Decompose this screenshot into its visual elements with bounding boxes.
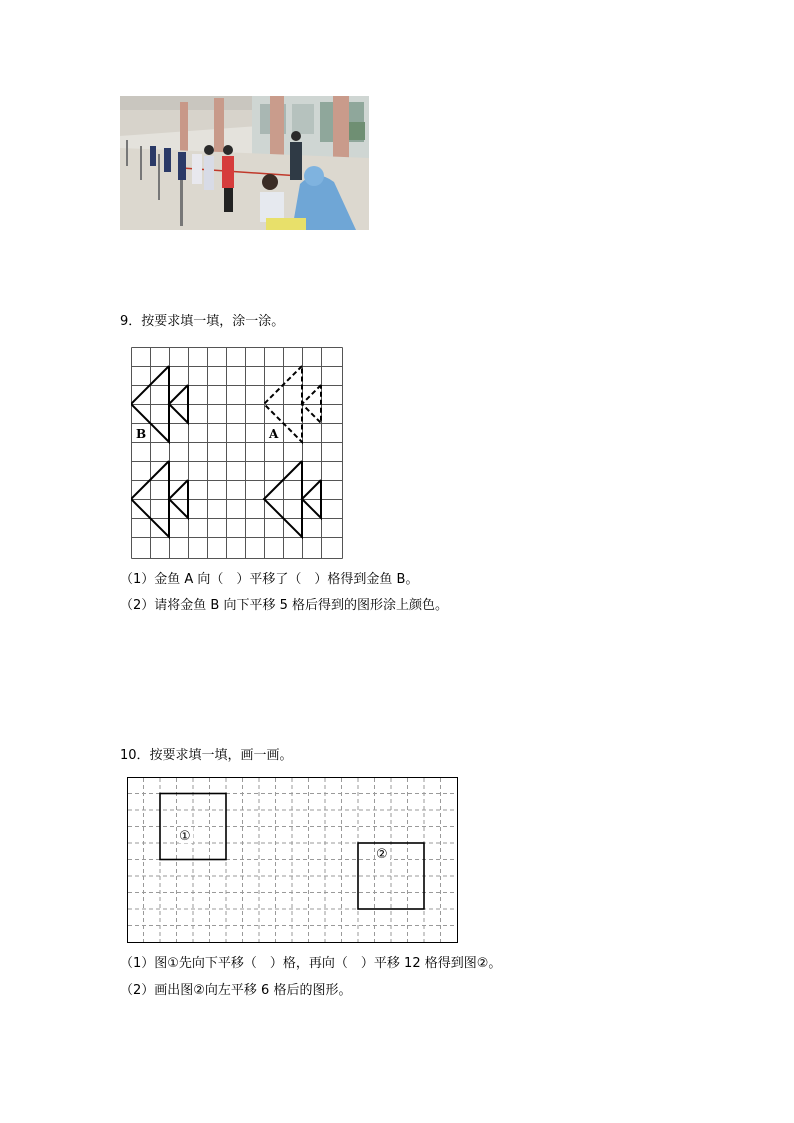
question-10-part-1: （1）图①先向下平移（ ）格，再向（ ）平移 12 格得到图②。 [120, 956, 502, 971]
fish-translation-figure [131, 347, 344, 559]
square-translation-figure [127, 777, 459, 944]
question-10-part-2: （2）画出图②向左平移 6 格后的图形。 [120, 983, 352, 998]
question-9-part-1: （1）金鱼 A 向（ ）平移了（ ）格得到金鱼 B。 [120, 572, 419, 587]
question-10-title: 10．按要求填一填，画一画。 [120, 748, 293, 763]
question-10-grid [127, 777, 459, 948]
question-9-grid [131, 347, 344, 563]
classroom-photo [120, 96, 369, 230]
question-9-title: 9．按要求填一填，涂一涂。 [120, 314, 285, 329]
label-a: A [269, 427, 279, 441]
label-b: B [136, 427, 147, 441]
label-2: ② [376, 847, 388, 862]
question-9-part-2: （2）请将金鱼 B 向下平移 5 格后得到的图形涂上颜色。 [120, 598, 448, 613]
label-1: ① [179, 829, 191, 844]
photo-illustration [120, 96, 369, 230]
grid-lines [132, 348, 343, 559]
